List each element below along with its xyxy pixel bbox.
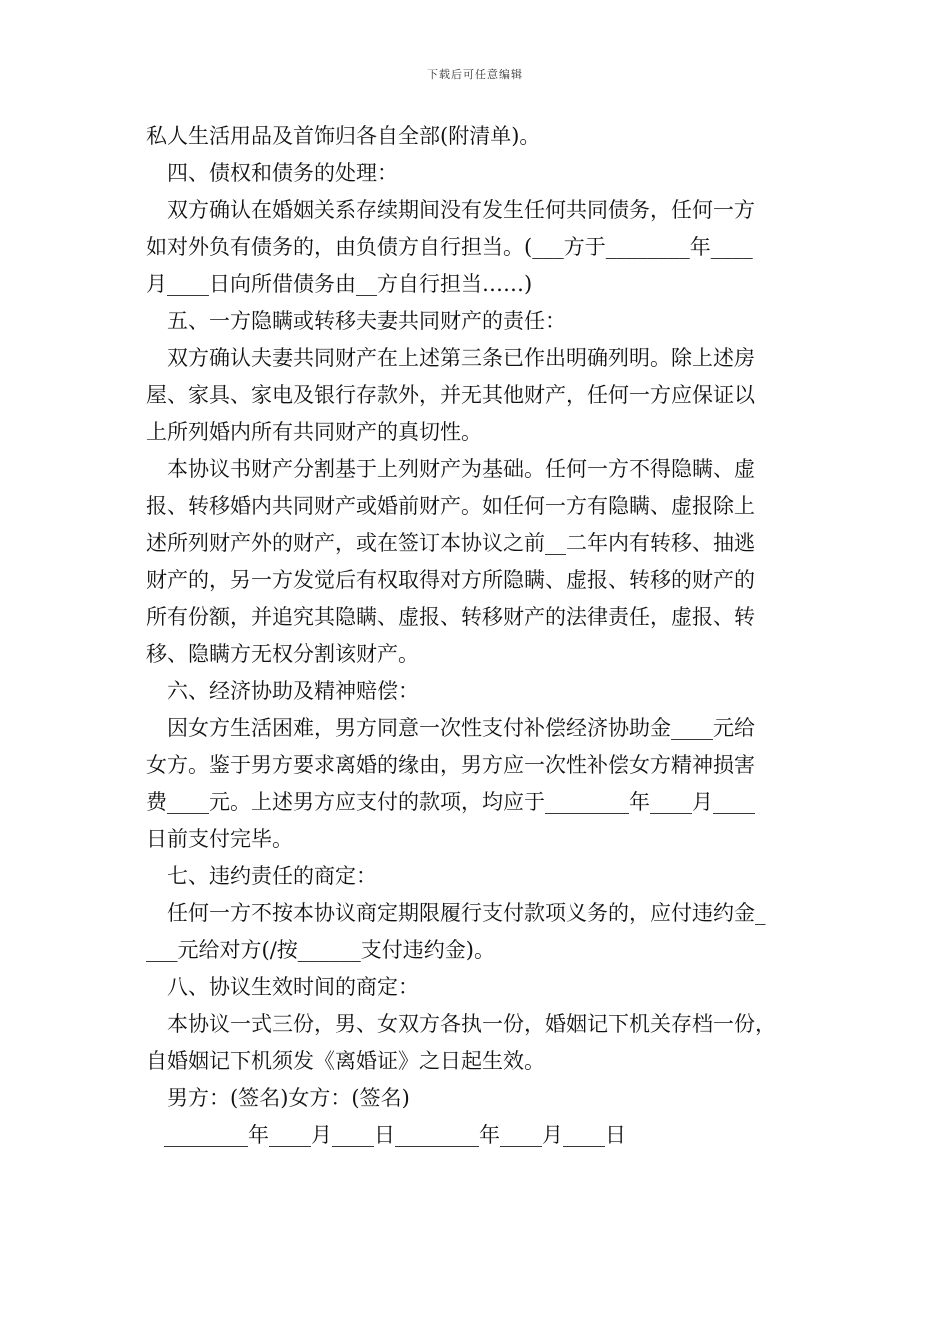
text-line: 任何一方不按本协议商定期限履行支付款项义务的，应付违约金_	[167, 901, 766, 925]
text-line: 财产的，另一方发觉后有权取得对方所隐瞒、虚报、转移的财产的	[146, 568, 755, 592]
section-heading: 七、违约责任的商定：	[167, 864, 377, 888]
text-line: 因女方生活困难，男方同意一次性支付补偿经济协助金____元给	[167, 716, 755, 740]
text-line: 费____元。上述男方应支付的款项，均应于________年____月____	[146, 790, 755, 814]
section-heading: 八、协议生效时间的商定：	[167, 975, 419, 999]
text-line: 述所列财产外的财产，或在签订本协议之前__二年内有转移、抽逃	[146, 531, 755, 555]
section-heading: 六、经济协助及精神赔偿：	[167, 679, 419, 703]
text-line: 双方确认夫妻共同财产在上述第三条已作出明确列明。除上述房	[167, 346, 755, 370]
text-line: 日前支付完毕。	[146, 827, 293, 851]
text-line: 双方确认在婚姻关系存续期间没有发生任何共同债务，任何一方	[167, 198, 755, 222]
signature-line: 男方：(签名)女方：(签名)	[167, 1086, 410, 1110]
text-line: 自婚姻记下机须发《离婚证》之日起生效。	[146, 1049, 545, 1073]
date-line: ________年____月____日________年____月____日	[164, 1123, 626, 1147]
text-line: 本协议一式三份，男、女双方各执一份，婚姻记下机关存档一份，	[167, 1012, 776, 1036]
document-body	[146, 118, 811, 1154]
text-line: 报、转移婚内共同财产或婚前财产。如任何一方有隐瞒、虚报除上	[146, 494, 755, 518]
text-line: 上所列婚内所有共同财产的真切性。	[146, 420, 482, 444]
text-line: 所有份额，并追究其隐瞒、虚报、转移财产的法律责任，虚报、转	[146, 605, 755, 629]
text-line: ___元给对方(/按______支付违约金)。	[146, 938, 495, 962]
text-line: 月____日向所借债务由__方自行担当……)	[146, 272, 533, 296]
section-heading: 四、债权和债务的处理：	[167, 161, 398, 185]
page-header: 下载后可任意编辑	[427, 68, 523, 81]
section-heading: 五、一方隐瞒或转移夫妻共同财产的责任：	[167, 309, 566, 333]
text-line: 私人生活用品及首饰归各自全部(附清单)。	[146, 124, 541, 148]
text-line: 本协议书财产分割基于上列财产为基础。任何一方不得隐瞒、虚	[167, 457, 755, 481]
text-line: 移、隐瞒方无权分割该财产。	[146, 642, 419, 666]
text-line: 如对外负有债务的，由负债方自行担当。(___方于________年____	[146, 235, 753, 259]
text-line: 屋、家具、家电及银行存款外，并无其他财产，任何一方应保证以	[146, 383, 755, 407]
text-line: 女方。鉴于男方要求离婚的缘由，男方应一次性补偿女方精神损害	[146, 753, 755, 777]
